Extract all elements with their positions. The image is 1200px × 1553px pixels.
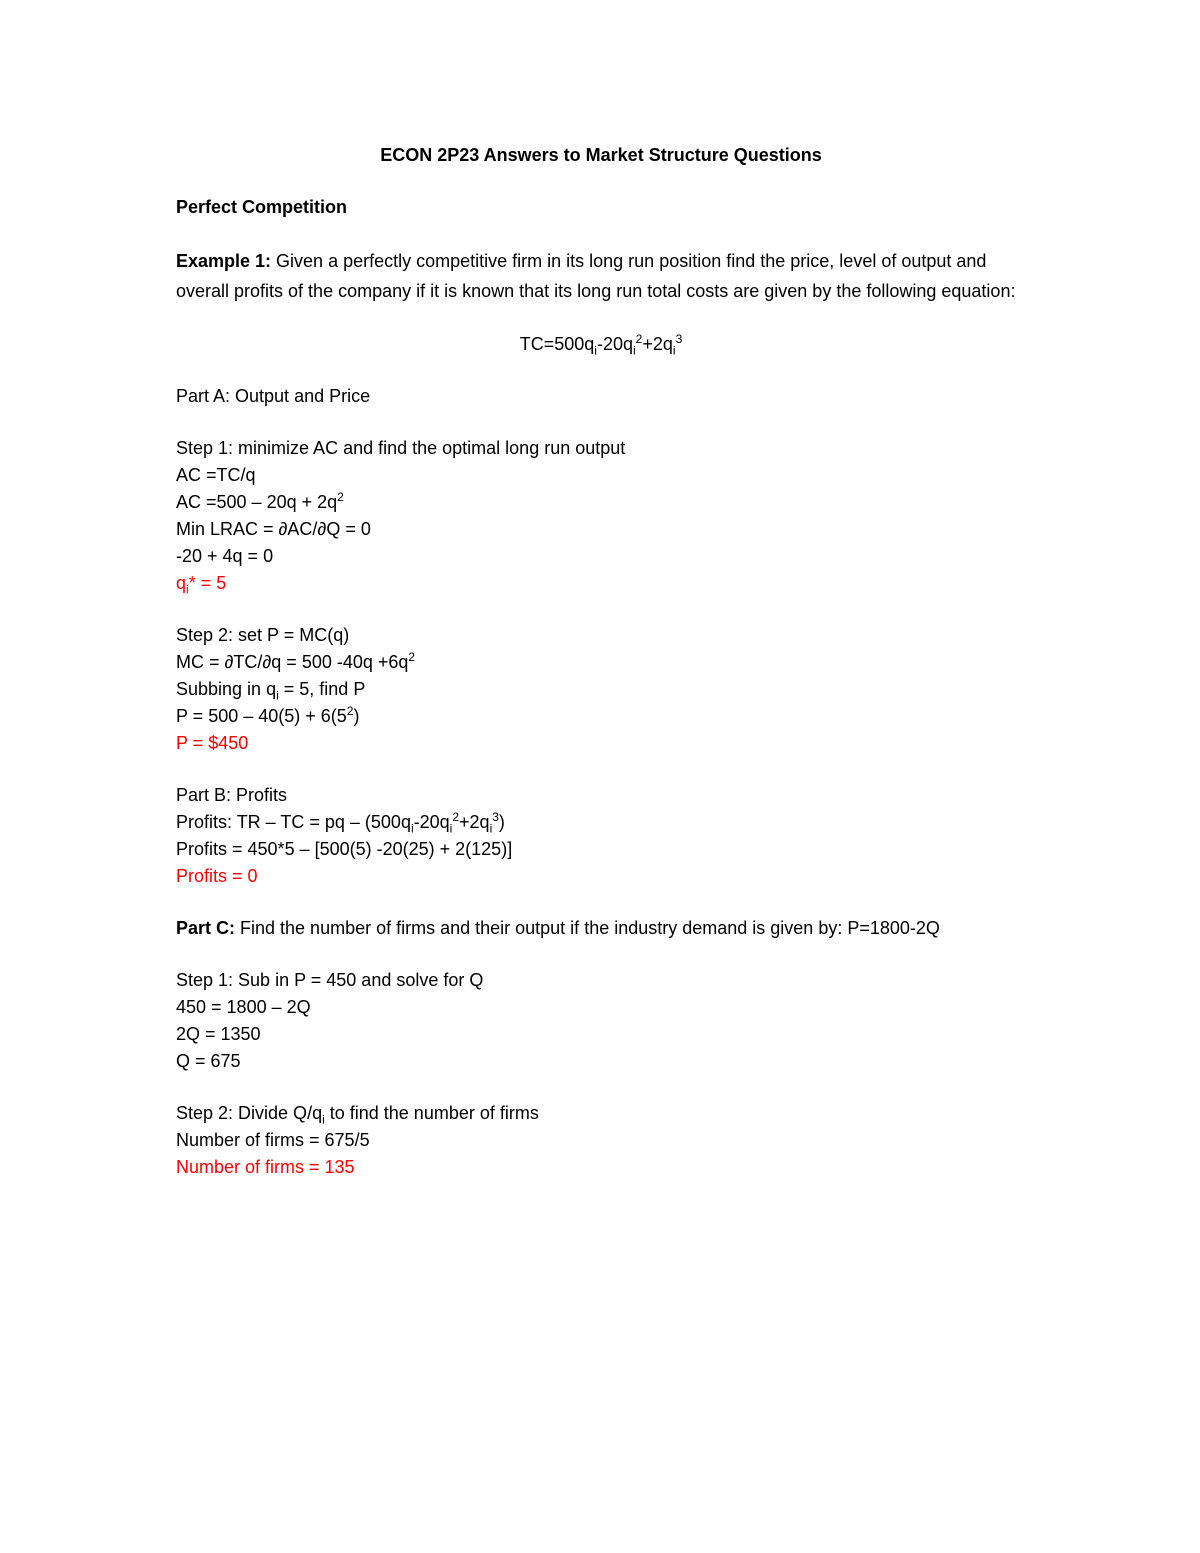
step-1-answer-a: q xyxy=(176,573,187,593)
step-1-answer xyxy=(176,570,1036,597)
part-b-answer: Profits = 0 xyxy=(176,866,258,886)
step-2-line-2-b: = 5, find P xyxy=(278,679,366,699)
part-b-sub-1: i xyxy=(410,821,414,836)
part-c-step-1-title: Step 1: Sub in P = 450 and solve for Q xyxy=(176,970,484,990)
eq-sup-3: 3 xyxy=(675,332,683,346)
step-1-line-4: -20 + 4q = 0 xyxy=(176,546,274,566)
step-2-line-3-a: P = 500 – 40(5) + 6(5 xyxy=(176,706,347,726)
eq-part-a: TC=500q xyxy=(519,334,595,354)
part-c-step-2-answer: Number of firms = 135 xyxy=(176,1157,355,1177)
step-2-title: Step 2: set P = MC(q) xyxy=(176,625,350,645)
part-c-step-2-title-b: to find the number of firms xyxy=(324,1103,539,1123)
part-a-step-2 xyxy=(176,622,1036,757)
part-b-sup-2: 2 xyxy=(452,810,460,824)
part-c-step-2 xyxy=(176,1100,1036,1181)
example-paragraph xyxy=(176,246,1036,306)
part-b-sub-2: i xyxy=(449,821,453,836)
part-c-step-2-title xyxy=(176,1100,1036,1127)
step-2-line-1-sup: 2 xyxy=(408,650,416,664)
part-c-label: Part C: xyxy=(176,918,236,938)
step-2-line-2 xyxy=(176,676,1036,703)
document-content xyxy=(176,142,1036,1181)
eq-sub-2: i xyxy=(633,343,636,358)
part-b-sub-3: i xyxy=(489,821,493,836)
part-b-sup-3: 3 xyxy=(492,810,499,824)
part-c-step-2-title-a: Step 2: Divide Q/q xyxy=(176,1103,323,1123)
part-b-line-1-a: Profits: TR – TC = pq – (500q xyxy=(176,812,411,832)
step-1-line-1: AC =TC/q xyxy=(176,465,256,485)
step-1-line-2-text: AC =500 – 20q + 2q xyxy=(176,492,338,512)
eq-part-c: +2q xyxy=(642,334,673,354)
part-c-intro xyxy=(176,915,1036,942)
step-2-line-1-text: MC = ∂TC/∂q = 500 -40q +6q xyxy=(176,652,409,672)
part-c-step-1 xyxy=(176,967,1036,1075)
example-text: Given a perfectly competitive firm in its long run position find the price, level of output and overall profits of the company if it is known that its long run total costs are given by the following equation: xyxy=(176,251,1016,301)
step-2-line-3-sup: 2 xyxy=(346,704,354,718)
total-cost-equation xyxy=(176,331,1026,358)
example-label: Example 1: xyxy=(176,251,272,271)
step-2-line-2-sub: i xyxy=(276,688,279,703)
part-c-step-1-line-1: 450 = 1800 – 2Q xyxy=(176,997,311,1017)
step-2-answer: P = $450 xyxy=(176,733,249,753)
step-1-answer-b: * = 5 xyxy=(188,573,227,593)
part-b xyxy=(176,782,1036,890)
part-b-line-1-d: ) xyxy=(498,812,505,832)
part-b-heading: Part B: Profits xyxy=(176,785,288,805)
step-1-line-3: Min LRAC = ∂AC/∂Q = 0 xyxy=(176,519,371,539)
part-b-line-2: Profits = 450*5 – [500(5) -20(25) + 2(125)] xyxy=(176,839,513,859)
part-b-line-1-b: -20q xyxy=(413,812,450,832)
step-2-line-1 xyxy=(176,649,1036,676)
part-c-text: Find the number of firms and their output if the industry demand is given by: P=1800-2Q xyxy=(235,918,940,938)
eq-part-b: -20q xyxy=(596,334,633,354)
eq-sup-2: 2 xyxy=(635,332,643,346)
part-a-heading: Part A: Output and Price xyxy=(176,386,371,406)
step-1-line-2 xyxy=(176,489,1036,516)
part-a-step-1 xyxy=(176,435,1036,597)
part-b-line-1 xyxy=(176,809,1036,836)
step-1-answer-sub: i xyxy=(186,582,189,597)
step-2-line-2-a: Subbing in q xyxy=(176,679,277,699)
section-heading: Perfect Competition xyxy=(176,197,348,217)
part-c-step-2-title-sub: i xyxy=(322,1112,325,1127)
eq-sub-3: i xyxy=(672,343,676,358)
part-c-step-1-line-2: 2Q = 1350 xyxy=(176,1024,261,1044)
document-title: ECON 2P23 Answers to Market Structure Questions xyxy=(380,145,822,165)
part-c-step-2-line-1: Number of firms = 675/5 xyxy=(176,1130,370,1150)
step-2-line-3-b: ) xyxy=(353,706,360,726)
step-1-title: Step 1: minimize AC and find the optimal long run output xyxy=(176,438,626,458)
step-1-line-2-sup: 2 xyxy=(337,490,344,504)
part-b-line-1-c: +2q xyxy=(459,812,490,832)
part-c-step-1-line-3: Q = 675 xyxy=(176,1051,241,1071)
eq-sub-1: i xyxy=(594,343,597,358)
step-2-line-3 xyxy=(176,703,1036,730)
